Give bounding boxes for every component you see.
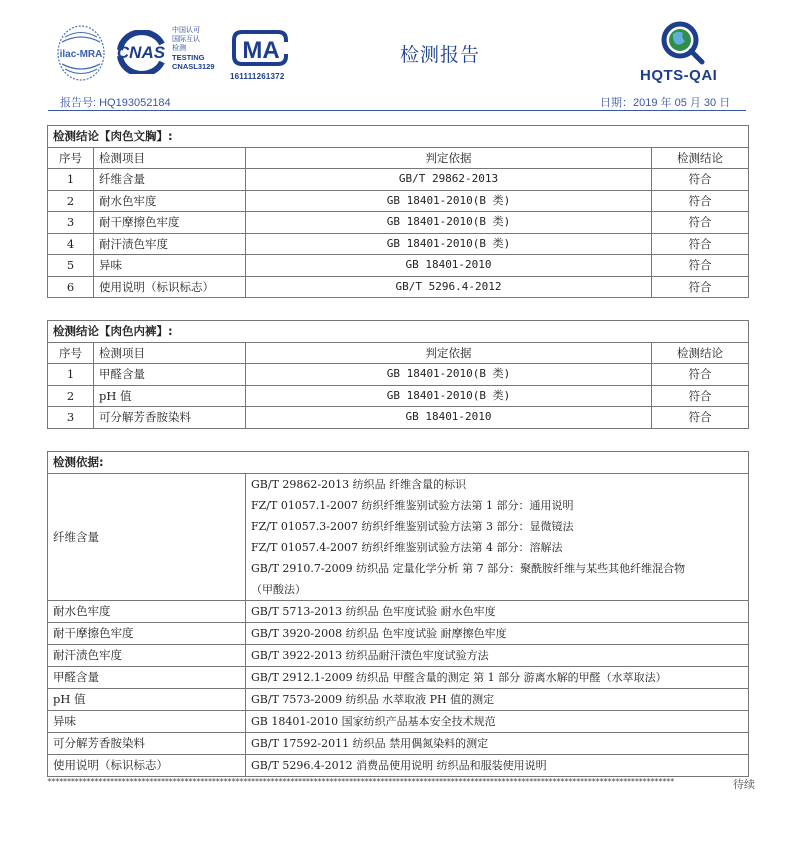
page-title: 检测报告 — [400, 44, 481, 66]
table-row — [48, 190, 749, 212]
column-header: 检测结论 — [652, 147, 749, 169]
test-item: 异味 — [48, 710, 246, 732]
column-header: 序号 — [48, 147, 94, 169]
column-header: 序号 — [48, 342, 94, 364]
judgement-basis: GB 18401-2010(B 类) — [246, 212, 652, 234]
standard-line: GB/T 29862-2013 纺织品 纤维含量的标识 — [251, 477, 467, 491]
standard-list — [246, 473, 749, 600]
test-item: 可分解芳香胺染料 — [94, 407, 246, 429]
column-header: 检测项目 — [94, 147, 246, 169]
test-item: 使用说明（标识标志） — [48, 754, 246, 776]
table-row — [48, 666, 749, 688]
report-number: 报告号: HQ193052184 — [60, 97, 171, 109]
test-item: 耐干摩擦色牢度 — [48, 622, 246, 644]
table-row — [48, 710, 749, 732]
column-header: 判定依据 — [246, 342, 652, 364]
table-row — [48, 169, 749, 191]
test-item: pH 值 — [48, 688, 246, 710]
standard-line: FZ/T 01057.1-2007 纺织纤维鉴别试验方法第 1 部分：通用说明 — [251, 498, 574, 512]
conclusion-table-bra — [47, 125, 749, 298]
judgement-basis: GB/T 5296.4-2012 — [246, 276, 652, 298]
table-row — [48, 276, 749, 298]
table-header-row — [48, 342, 749, 364]
cnas-accreditation-text: 中国认可 国际互认 检测 TESTING CNASL3129 — [172, 27, 215, 71]
report-header — [0, 0, 796, 112]
table-row — [48, 212, 749, 234]
judgement-basis: GB 18401-2010(B 类) — [246, 233, 652, 255]
section-title: 检测结论【肉色文胸】: — [48, 126, 749, 148]
test-result: 符合 — [652, 255, 749, 277]
column-header: 检测结论 — [652, 342, 749, 364]
cma-number: 161111261372 — [230, 72, 285, 81]
header-divider — [48, 110, 746, 111]
test-item: 耐水色牢度 — [48, 600, 246, 622]
judgement-basis: GB 18401-2010 — [246, 407, 652, 429]
table-header-row — [48, 147, 749, 169]
test-item: 异味 — [94, 255, 246, 277]
test-item: 耐干摩擦色牢度 — [94, 212, 246, 234]
table-row — [48, 622, 749, 644]
row-number: 2 — [48, 190, 94, 212]
report-date: 日期：2019 年 05 月 30 日 — [600, 97, 731, 109]
test-item: 耐汗渍色牢度 — [48, 644, 246, 666]
row-number: 6 — [48, 276, 94, 298]
table-row — [48, 385, 749, 407]
test-result: 符合 — [652, 212, 749, 234]
standard: GB/T 5296.4-2012 消费品使用说明 纺织品和服装使用说明 — [246, 754, 749, 776]
row-number: 2 — [48, 385, 94, 407]
judgement-basis: GB 18401-2010(B 类) — [246, 190, 652, 212]
section-title: 检测依据: — [48, 452, 749, 474]
standard: GB/T 2912.1-2009 纺织品 甲醛含量的测定 第 1 部分 游离水解的甲醛（水萃取法） — [246, 666, 749, 688]
hqts-brand-name: HQTS-QAI — [640, 67, 718, 84]
standard: GB/T 5713-2013 纺织品 色牢度试验 耐水色牢度 — [246, 600, 749, 622]
test-basis-table — [47, 451, 749, 777]
test-result: 符合 — [652, 233, 749, 255]
row-number: 4 — [48, 233, 94, 255]
row-number: 3 — [48, 212, 94, 234]
section-title: 检测结论【肉色内裤】: — [48, 321, 749, 343]
test-result: 符合 — [652, 169, 749, 191]
svg-text:ilac-MRA: ilac-MRA — [59, 49, 103, 60]
standard-line: FZ/T 01057.3-2007 纺织纤维鉴别试验方法第 3 部分：显微镜法 — [251, 519, 574, 533]
column-header: 检测项目 — [94, 342, 246, 364]
table-row — [48, 473, 749, 600]
judgement-basis: GB 18401-2010 — [246, 255, 652, 277]
table-row — [48, 233, 749, 255]
test-result: 符合 — [652, 407, 749, 429]
svg-text:MA: MA — [242, 37, 280, 64]
test-item: 纤维含量 — [94, 169, 246, 191]
judgement-basis: GB/T 29862-2013 — [246, 169, 652, 191]
standard-line: FZ/T 01057.4-2007 纺织纤维鉴别试验方法第 4 部分：溶解法 — [251, 540, 563, 554]
standard: GB/T 3920-2008 纺织品 色牢度试验 耐摩擦色牢度 — [246, 622, 749, 644]
table-row — [48, 255, 749, 277]
standard-line: （甲酸法） — [251, 582, 306, 596]
test-result: 符合 — [652, 385, 749, 407]
test-item: 甲醛含量 — [94, 364, 246, 386]
standard: GB/T 3922-2013 纺织品耐汗渍色牢度试验方法 — [246, 644, 749, 666]
column-header: 判定依据 — [246, 147, 652, 169]
svg-text:CNAS: CNAS — [116, 43, 166, 62]
test-item: 使用说明（标识标志） — [94, 276, 246, 298]
test-item: 可分解芳香胺染料 — [48, 732, 246, 754]
test-item: 纤维含量 — [48, 473, 246, 600]
conclusion-table-underwear — [47, 320, 749, 429]
judgement-basis: GB 18401-2010(B 类) — [246, 364, 652, 386]
standard: GB/T 17592-2011 纺织品 禁用偶氮染料的测定 — [246, 732, 749, 754]
standard: GB/T 7573-2009 纺织品 水萃取液 PH 值的测定 — [246, 688, 749, 710]
table-row — [48, 732, 749, 754]
hqts-globe-magnifier-icon — [654, 20, 714, 66]
test-item: 耐汗渍色牢度 — [94, 233, 246, 255]
table-row — [48, 407, 749, 429]
table-row — [48, 364, 749, 386]
test-result: 符合 — [652, 190, 749, 212]
table-row — [48, 644, 749, 666]
table-row — [48, 754, 749, 776]
row-number: 3 — [48, 407, 94, 429]
ilac-mra-logo-icon — [56, 24, 106, 82]
test-result: 符合 — [652, 364, 749, 386]
standard-line: GB/T 2910.7-2009 纺织品 定量化学分析 第 7 部分：聚酰胺纤维与某些其他纤维混合物 — [251, 561, 686, 575]
test-item: pH 值 — [94, 385, 246, 407]
judgement-basis: GB 18401-2010(B 类) — [246, 385, 652, 407]
footer-separator-stars: **************************************************************************************************************************************************************** — [47, 777, 674, 786]
table-row — [48, 688, 749, 710]
table-row — [48, 600, 749, 622]
row-number: 1 — [48, 364, 94, 386]
test-item: 耐水色牢度 — [94, 190, 246, 212]
cma-logo-icon — [228, 28, 292, 68]
test-result: 符合 — [652, 276, 749, 298]
cnas-logo-icon — [112, 30, 170, 74]
continued-label: 待续 — [733, 778, 755, 791]
row-number: 5 — [48, 255, 94, 277]
row-number: 1 — [48, 169, 94, 191]
test-item: 甲醛含量 — [48, 666, 246, 688]
standard: GB 18401-2010 国家纺织产品基本安全技术规范 — [246, 710, 749, 732]
